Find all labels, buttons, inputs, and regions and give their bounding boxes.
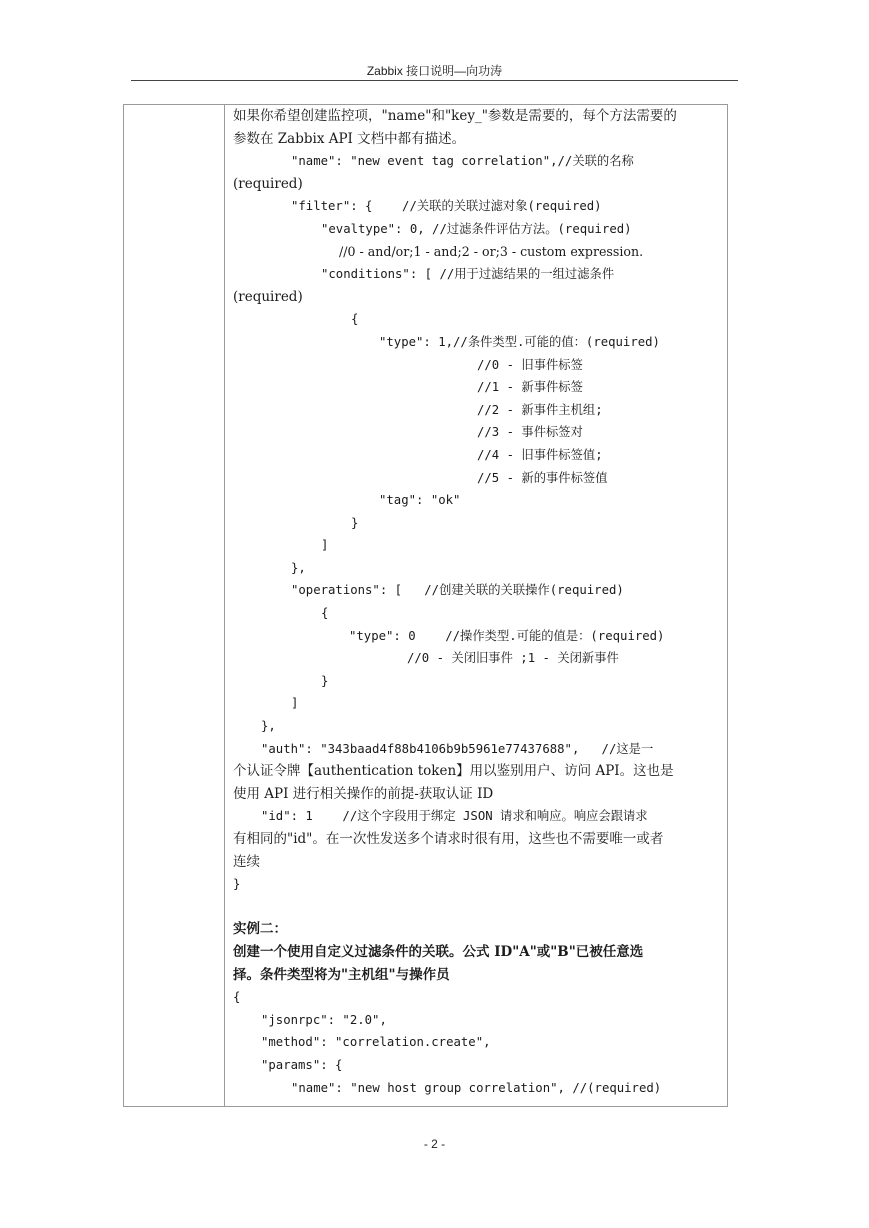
code-line: "conditions": [ //用于过滤结果的一组过滤条件 [321, 267, 615, 282]
text-line: 如果你希望创建监控项，"name"和"key_"参数是需要的，每个方法需要的 [233, 108, 677, 124]
code-line: } [233, 877, 241, 892]
code-line: { [321, 606, 329, 621]
code-line: //0 - 旧事件标签 [477, 357, 583, 372]
code-line: "operations": [ //创建关联的关联操作(required) [291, 583, 624, 598]
code-line: }, [291, 560, 306, 575]
code-line: "method": "correlation.create", [261, 1035, 491, 1050]
code-line: //5 - 新的事件标签值 [477, 470, 608, 485]
code-line: "tag": "ok" [379, 493, 461, 508]
text-line: 连续 [233, 853, 260, 870]
code-line: "type": 1,//条件类型.可能的值：(required) [379, 334, 660, 349]
code-line: ] [291, 696, 299, 711]
page-number: - 2 - [423, 1137, 446, 1151]
code-line: //3 - 事件标签对 [477, 425, 583, 440]
table-column-divider [224, 104, 225, 1107]
code-line: //1 - 新事件标签 [477, 380, 583, 395]
example-description: 择。条件类型将为"主机组"与操作员 [233, 966, 450, 983]
code-line: "jsonrpc": "2.0", [261, 1012, 387, 1027]
code-line: "params": { [261, 1057, 343, 1072]
code-line: } [321, 673, 329, 688]
code-line: { [233, 990, 241, 1005]
text-line: (required) [233, 288, 303, 305]
code-line: "filter": { //关联的关联过滤对象(required) [291, 199, 602, 214]
table-content-cell [233, 105, 725, 1099]
code-line: "name": "new host group correlation", //(required) [291, 1080, 662, 1095]
text-line: (required) [233, 175, 303, 192]
code-line: "evaltype": 0, //过滤条件评估方法。(required) [321, 221, 632, 236]
code-line: ] [321, 538, 329, 553]
header-rule [131, 80, 738, 81]
example-description: 创建一个使用自定义过滤条件的关联。公式 ID"A"或"B"已被任意选 [233, 943, 644, 960]
code-line: //2 - 新事件主机组; [477, 402, 603, 417]
text-line: 有相同的"id"。在一次性发送多个请求时很有用，这些也不需要唯一或者 [233, 831, 664, 847]
code-line: }, [261, 719, 276, 734]
code-line: //0 - 关闭旧事件 ;1 - 关闭新事件 [407, 651, 619, 666]
code-line: } [351, 515, 359, 530]
blank-line [233, 896, 725, 919]
code-line: "name": "new event tag correlation",//关联的名称 [291, 154, 634, 169]
code-line: //0 - and/or;1 - and;2 - or;3 - custom expression. [339, 243, 644, 259]
text-line: 个认证令牌【authentication token】用以鉴别用户、访问 API。这也是 [233, 763, 674, 780]
example-heading: 实例二： [233, 921, 287, 938]
text-line: 参数在 Zabbix API 文档中都有描述。 [233, 130, 466, 147]
code-line: "id": 1 //这个字段用于绑定 JSON 请求和响应。响应会跟请求 [261, 809, 648, 824]
text-line: 使用 API 进行相关操作的前提-获取认证 ID [233, 785, 494, 802]
code-line: { [351, 312, 359, 327]
code-line: //4 - 旧事件标签值; [477, 447, 603, 462]
code-line: "auth": "343baad4f88b4106b9b5961e77437688", //这是一 [261, 741, 654, 756]
code-line: "type": 0 //操作类型.可能的值是：(required) [349, 628, 665, 643]
page-header: Zabbix 接口说明—向功涛 [366, 64, 503, 78]
